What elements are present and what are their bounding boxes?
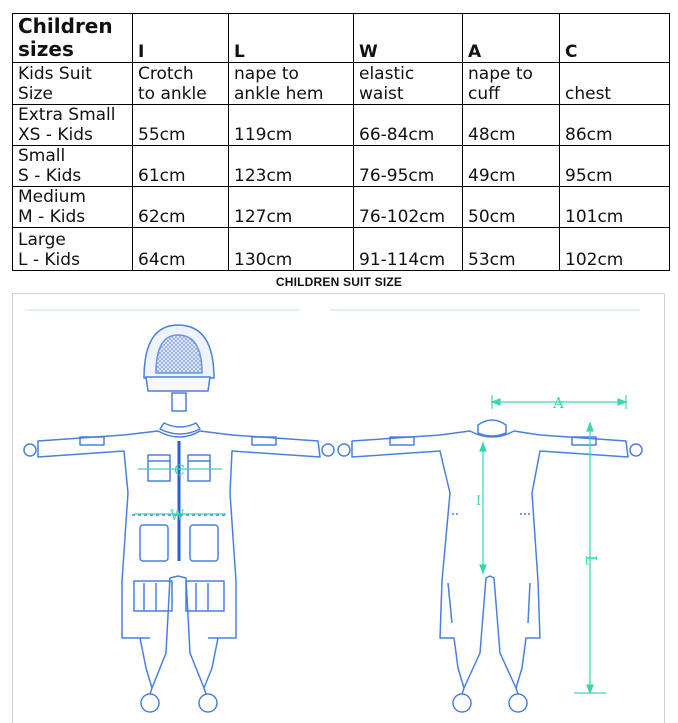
cell-value: 102cm — [560, 228, 670, 271]
waist-measure-label: W — [170, 508, 185, 524]
table-row-medium — [13, 187, 670, 228]
header-cell-a: A — [463, 14, 560, 63]
header-cell-l: L — [229, 14, 354, 63]
chest-measure-label: C — [174, 463, 185, 479]
cell-value: 86cm — [560, 105, 670, 146]
cell-value: 49cm — [463, 146, 560, 187]
table-header-row — [13, 14, 670, 63]
sleeve-measure-label: A — [553, 394, 564, 412]
hood-illustration — [144, 325, 214, 411]
table-row-xs — [13, 105, 670, 146]
cell-value: 64cm — [133, 228, 229, 271]
cell-value: 119cm — [229, 105, 354, 146]
cell-value: 55cm — [133, 105, 229, 146]
cell-value: 91-114cm — [354, 228, 463, 271]
cell-size-name: Small S - Kids — [13, 146, 133, 187]
bee-suit-diagram — [0, 293, 678, 723]
header-cell-c: C — [560, 14, 670, 63]
cell-nape-to-cuff: nape to cuff — [463, 63, 560, 105]
cell-value: 50cm — [463, 187, 560, 228]
cell-nape-to-ankle-hem: nape to ankle hem — [229, 63, 354, 105]
cell-size-name: Extra Small XS - Kids — [13, 105, 133, 146]
table-row-small — [13, 146, 670, 187]
cell-value: 130cm — [229, 228, 354, 271]
cell-value: 127cm — [229, 187, 354, 228]
cell-value: 101cm — [560, 187, 670, 228]
cell-size-name: Medium M - Kids — [13, 187, 133, 228]
table-row-description — [13, 63, 670, 105]
cell-value: 76-95cm — [354, 146, 463, 187]
header-cell-i: I — [133, 14, 229, 63]
cell-value: 123cm — [229, 146, 354, 187]
inseam-measure-label: I — [476, 494, 482, 509]
cell-value: 48cm — [463, 105, 560, 146]
cell-value: 62cm — [133, 187, 229, 228]
cell-value: 95cm — [560, 146, 670, 187]
size-table — [12, 13, 670, 271]
table-row-large — [13, 228, 670, 271]
cell-value: 66-84cm — [354, 105, 463, 146]
header-cell-w: W — [354, 14, 463, 63]
cell-elastic-waist: elastic waist — [354, 63, 463, 105]
cell-value: 53cm — [463, 228, 560, 271]
cell-chest: chest — [560, 63, 670, 105]
cell-crotch-to-ankle: Crotch to ankle — [133, 63, 229, 105]
length-measure-label: L — [582, 555, 600, 565]
figure-caption: CHILDREN SUIT SIZE — [275, 275, 403, 289]
back-suit-illustration — [338, 420, 642, 712]
cell-kids-suit-size: Kids Suit Size — [13, 63, 133, 105]
cell-size-name: Large L - Kids — [13, 228, 133, 271]
header-cell-children-sizes: Children sizes — [13, 14, 133, 63]
cell-value: 76-102cm — [354, 187, 463, 228]
cell-value: 61cm — [133, 146, 229, 187]
